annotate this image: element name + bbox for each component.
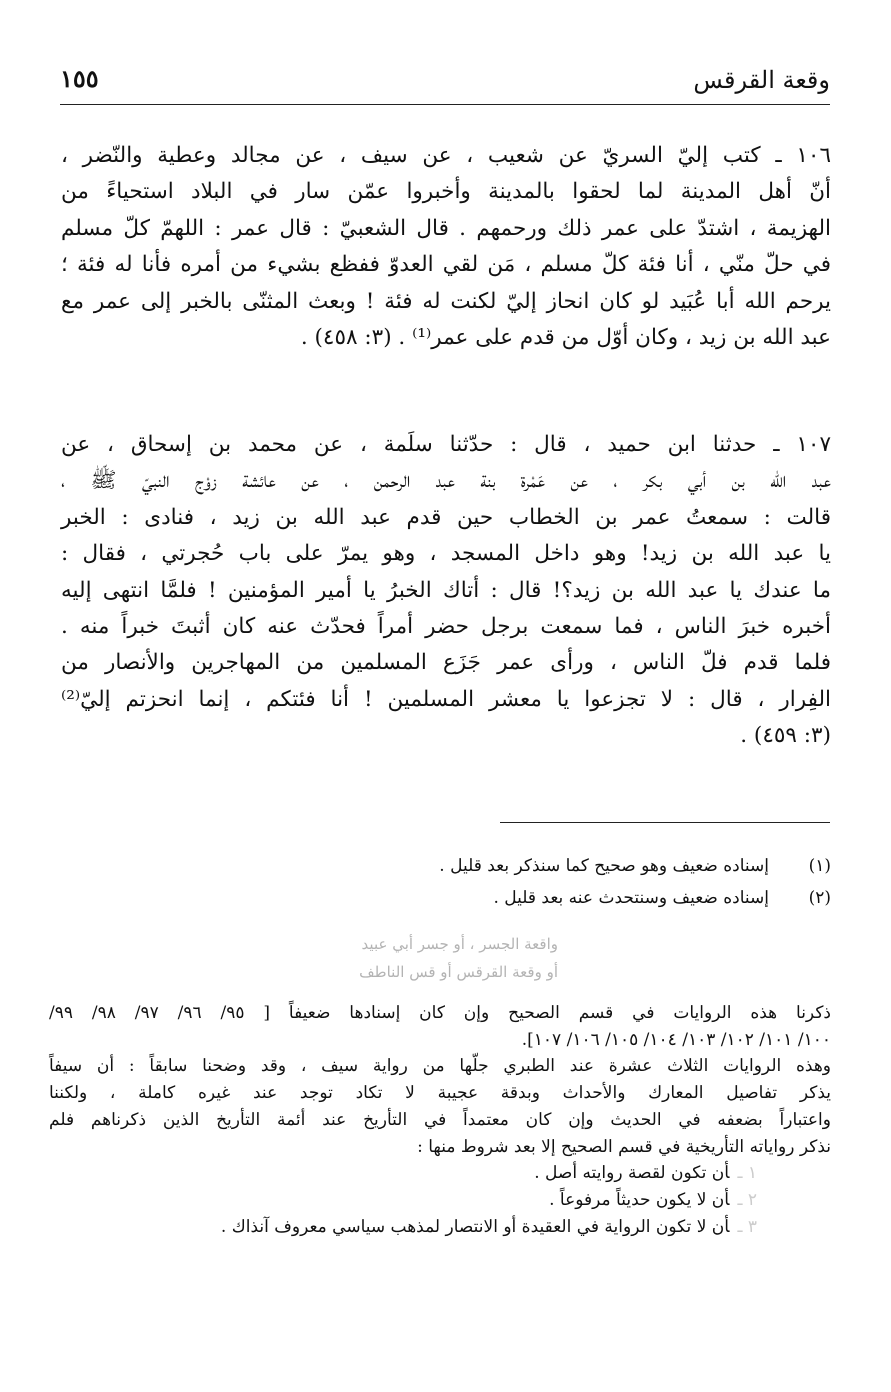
footnote-number: (٢) xyxy=(808,888,831,908)
stamp-line: واقعة الجسر ، أو جسر أبي عبيد xyxy=(361,935,558,953)
text-line: الهزيمة ، اشتدّ على عمر ذلك ورحمهم . قال الشعبيّ : قال عمر : اللهمّ كلّ مسلم xyxy=(61,215,831,241)
footnote-number: (١) xyxy=(808,856,831,876)
condition-item xyxy=(49,1160,831,1187)
note-line: ١٠٠/ ١٠١/ ١٠٢/ ١٠٣/ ١٠٤/ ١٠٥/ ١٠٦/ ١٠٧]. xyxy=(521,1029,831,1050)
running-title: وقعة القرقس xyxy=(693,66,830,94)
text-line: عبد الله بن أبي بكر ، عن عَمْرة بنة عبد الرحمن ، عن عائشة زوْج النبيّ ﷺ ، xyxy=(61,468,831,494)
condition-marker: ١ ـ xyxy=(737,1163,757,1184)
text-line: ١٠٦ ـ كتب إليّ السريّ عن شعيب ، عن سيف ، عن مجالد وعطية والنّضر ، xyxy=(61,143,831,168)
note-line: وهذه الروايات الثلاث عشرة عند الطبري جلّها من رواية سيف ، وقد وضحنا سابقاً : أن سيفاً xyxy=(49,1056,831,1077)
note-line: نذكر رواياته التأريخية في قسم الصحيح إلا بعد شروط منها : xyxy=(417,1136,831,1157)
stamp-line: أو وقعة القرقس أو قس الناطف xyxy=(359,963,558,981)
text-line: أنّ أهل المدينة لما لحقوا بالمدينة وأخبروا عمّن سار في البلاد استحياءً من xyxy=(61,179,831,205)
footnote xyxy=(61,882,831,914)
text-line: يرحم الله أبا عُبَيد لو كان انحاز إليّ لكنت له فئة ! وبعث المثنّى بالخبر إلى عمر مع xyxy=(61,288,831,314)
page-number: ١٥٥ xyxy=(60,64,99,93)
faded-handwritten-note xyxy=(318,930,558,990)
text-line: (٣: ٤٥٩) . xyxy=(740,723,831,749)
text-line: الفِرار ، قال : لا تجزعوا يا معشر المسلمين ! أنا فئتكم ، إنما انحزتم إليّ⁽²⁾ xyxy=(61,686,831,712)
note-line: يذكر تفاصيل المعارك والأحداث وبدقة عجيبة لا تكاد توجد عند غيره كاملة ، ولكننا xyxy=(49,1083,831,1104)
footnotes xyxy=(61,850,831,914)
paragraph-107 xyxy=(61,427,831,755)
condition-item xyxy=(49,1187,831,1214)
condition-text: أن لا تكون الرواية في العقيدة أو الانتصار لمذهب سياسي معروف آنذاك . xyxy=(220,1216,730,1237)
text-line: يا عبد الله بن زيد! وهو داخل المسجد ، وهو يمرّ على باب حُجرتي ، فقال : xyxy=(61,541,831,567)
condition-marker: ٣ ـ xyxy=(737,1216,757,1237)
footnote-text: إسناده ضعيف وسنتحدث عنه بعد قليل . xyxy=(493,888,769,908)
text-line: ما عندك يا عبد الله بن زيد؟! قال : أتاك الخبرُ يا أمير المؤمنين ! فلمَّا انتهى إليه xyxy=(61,577,831,603)
footnote-separator xyxy=(500,822,830,823)
condition-text: أن لا يكون حديثاً مرفوعاً . xyxy=(549,1189,730,1210)
text-line: أخبره خبرَ الناس ، فما سمعت برجل حضر أمراً فحدّث عنه كان أثبتَ خبراً منه . xyxy=(61,614,831,640)
text-line: فلما قدم فلّ الناس ، ورأى عمر جَزَع المسلمين من المهاجرين والأنصار من xyxy=(61,650,831,676)
page-header xyxy=(60,62,830,105)
text-line: ١٠٧ ـ حدثنا ابن حميد ، قال : حدّثنا سلَمة ، عن محمد بن إسحاق ، عن xyxy=(61,432,831,457)
commentary-notes xyxy=(49,1000,831,1240)
condition-text: أن تكون لقصة روايته أصل . xyxy=(534,1163,730,1184)
paragraph-106 xyxy=(61,138,831,356)
footnote-text: إسناده ضعيف وهو صحيح كما سنذكر بعد قليل . xyxy=(439,856,769,876)
text-line: قالت : سمعتُ عمر بن الخطاب حين قدم عبد الله بن زيد ، فنادى : الخبر xyxy=(61,504,831,530)
text-line: عبد الله بن زيد ، وكان أوّل من قدم على عمر⁽¹⁾ . (٣: ٤٥٨) . xyxy=(300,325,831,351)
footnote xyxy=(61,850,831,882)
note-line: ذكرنا هذه الروايات في قسم الصحيح وإن كان إسنادها ضعيفاً [ ٩٥/ ٩٦/ ٩٧/ ٩٨/ ٩٩/ xyxy=(49,1003,831,1023)
text-line: في حلّ منّي ، أنا فئة كلّ مسلم ، مَن لقي العدوّ ففظع بشيء من أمره فأنا له فئة ؛ xyxy=(61,252,831,278)
condition-item xyxy=(49,1214,831,1241)
note-line: واعتباراً بضعفه في الحديث وإن كان معتمداً في التأريخ عند أئمة التأريخ الذين ذكرناهم فلم xyxy=(49,1109,831,1130)
condition-marker: ٢ ـ xyxy=(737,1189,757,1210)
